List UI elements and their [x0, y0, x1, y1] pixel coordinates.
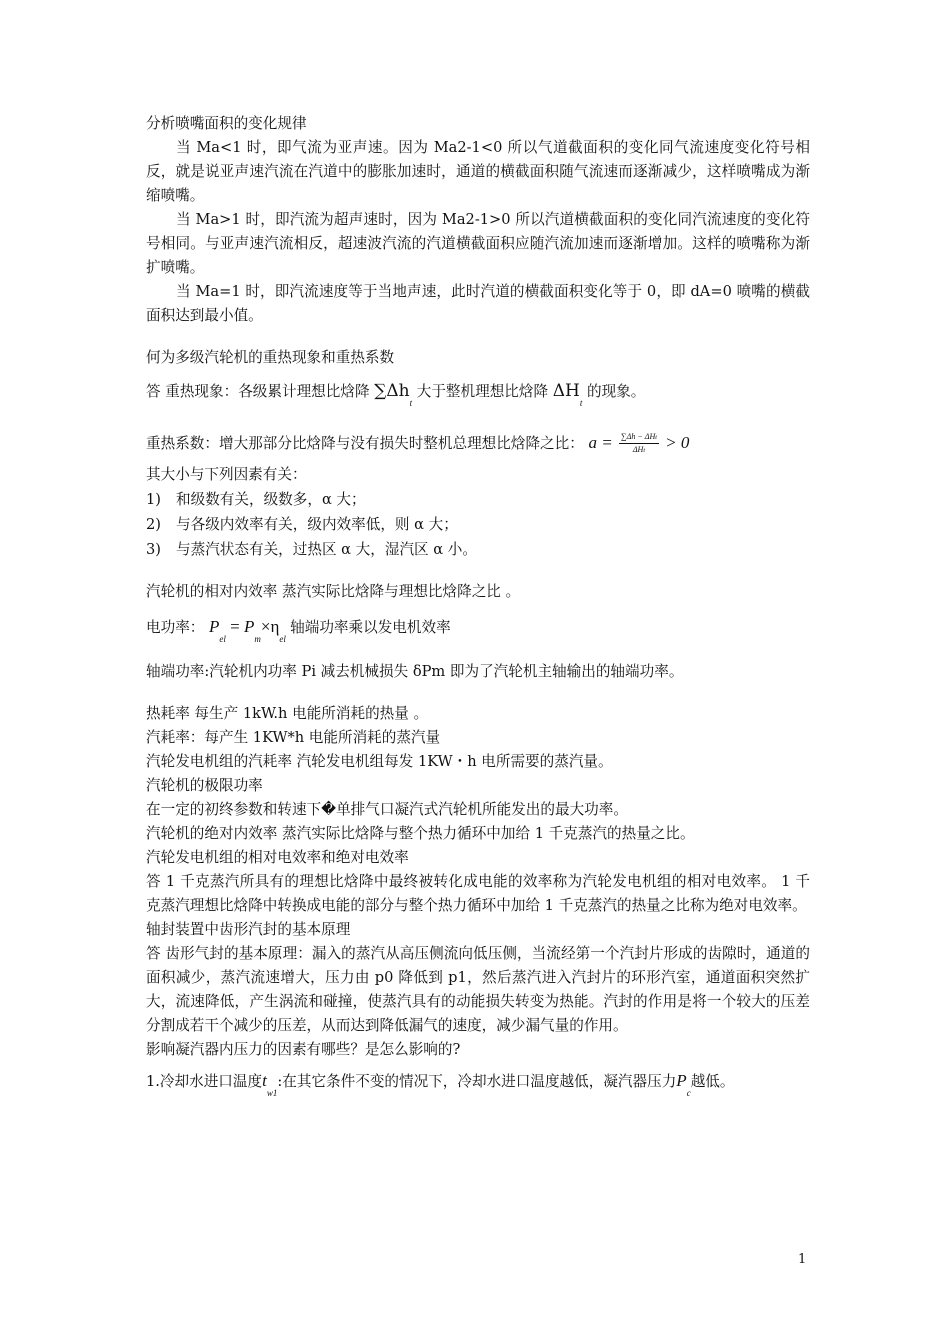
list-item: 2) 与各级内效率有关，级内效率低，则 α 大；: [146, 516, 458, 533]
condenser-pressure-formula: $P_c$: [676, 1071, 691, 1098]
electric-power-text: 轴端功率乘以发电机效率: [290, 619, 451, 636]
paragraph-supersonic: 当 Ma>1 时，即汽流为超声速时，因为 Ma2-1>0 所以汽道横截面积的变化同汽流速度的变化符号相同。与亚声速汽流相反，超速波汽流的汽道横截面积应随汽流加速而逐渐增加。这样的喷嘴称为渐扩喷嘴。: [146, 211, 810, 276]
factors-title: 其大小与下列因素有关：: [146, 466, 307, 483]
reheat-definition-text-b: 大于整机理想比焓降: [416, 383, 549, 400]
list-item: 3) 与蒸汽状态有关，过热区 α 大，湿汽区 α 小。: [146, 541, 477, 558]
section-title-reheat: 何为多级汽轮机的重热现象和重热系数: [146, 349, 395, 366]
sum-enthalpy-drop-formula: $\sum\Delta h_t$: [374, 381, 413, 408]
electric-power-formula: $P_{el} = P_m\times\eta_{el}$: [209, 617, 286, 644]
factors-list: [146, 487, 810, 562]
section-title-nozzle: 分析喷嘴面积的变化规律: [146, 115, 307, 132]
page-number: 1: [798, 1252, 807, 1267]
condenser-title: 影响凝汽器内压力的因素有哪些？是怎么影响的?: [146, 1041, 461, 1058]
reheat-coefficient-formula: a = $\frac{\text{∑Δh − ΔHt}}{\text{ΔHt}}$ > 0: [588, 431, 690, 454]
heat-rate: 热耗率 每生产 1kW.h 电能所消耗的热量 。: [146, 705, 429, 722]
cooling-water-temp-formula: $t_{w1}$: [262, 1071, 278, 1098]
seal-principle: 答 齿形气封的基本原理：漏入的蒸汽从高压侧流向低压侧，当流经第一个汽封片形成的齿隙时，通道的面积减少，蒸汽流速增大，压力由 p0 降低到 p1，然后蒸汽进入汽封片的环形汽室，通道面积突然扩大，流速降低，产生涡流和碰撞，使蒸汽具有的动能损失转变为热能。汽封的作用是将一个较大的压差分割成若干个减少的压差，从而达到降低漏气的速度，减少漏气量的作用。: [146, 945, 810, 1034]
unit-steam-rate: 汽轮发电机组的汽耗率 汽轮发电机组每发 1KW・h 电所需要的蒸汽量。: [146, 753, 613, 770]
relative-efficiency: 汽轮机的相对内效率 蒸汽实际比焓降与理想比焓降之比 。: [146, 583, 521, 600]
steam-rate: 汽耗率：每产生 1KW*h 电能所消耗的蒸汽量: [146, 729, 441, 746]
reheat-coefficient-text: 重热系数：增大那部分比焓降与没有损失时整机总理想比焓降之比：: [146, 435, 584, 452]
document-page: [146, 112, 810, 1110]
reheat-definition: [146, 376, 810, 418]
paragraph-sonic: 当 Ma=1 时，即汽流速度等于当地声速，此时汽道的横截面积变化等于 0，即 dA=0 喷嘴的横截面积达到最小值。: [146, 283, 810, 324]
reheat-definition-text-a: 答 重热现象：各级累计理想比焓降: [146, 383, 370, 400]
seal-title: 轴封装置中齿形汽封的基本原理: [146, 921, 351, 938]
shaft-power: 轴端功率:汽轮机内功率 Pi 减去机械损失 δPm 即为了汽轮机主轴输出的轴端功率。: [146, 663, 684, 680]
absolute-efficiency: 汽轮机的绝对内效率 蒸汽实际比焓降与整个热力循环中加给 1 千克蒸汽的热量之比。: [146, 825, 695, 842]
reheat-coefficient: [146, 428, 810, 459]
total-enthalpy-drop-formula: $\Delta H_t$: [552, 381, 583, 408]
unit-efficiency: 答 1 千克蒸汽所具有的理想比焓降中最终被转化成电能的效率称为汽轮发电机组的相对电效率。 1 千克蒸汽理想比焓降中转换成电能的部分与整个热力循环中加给 1 千克蒸汽的热量之比称为绝对电效率。: [146, 873, 810, 914]
limit-power: 在一定的初终参数和转速下�单排气口凝汽式汽轮机所能发出的最大功率。: [146, 801, 628, 818]
condenser-factor-1: 1.冷却水进口温度$t_{w1}$:在其它条件不变的情况下，冷却水进口温度越低，凝汽器压力$P_c$越低。: [146, 1071, 735, 1098]
electric-power-label: 电功率：: [146, 619, 205, 636]
paragraph-subsonic: 当 Ma<1 时，即气流为亚声速。因为 Ma2-1<0 所以气道截面积的变化同气流速度变化符号相反，就是说亚声速汽流在汽道中的膨胀加速时，通道的横截面积随气流速而逐渐减少，这样喷嘴成为渐缩喷嘴。: [146, 139, 810, 204]
list-item: 1) 和级数有关，级数多，α 大；: [146, 491, 366, 508]
electric-power: [146, 612, 810, 654]
unit-efficiency-title: 汽轮发电机组的相对电效率和绝对电效率: [146, 849, 409, 866]
limit-power-title: 汽轮机的极限功率: [146, 777, 263, 794]
reheat-definition-text-c: 的现象。: [586, 383, 646, 400]
